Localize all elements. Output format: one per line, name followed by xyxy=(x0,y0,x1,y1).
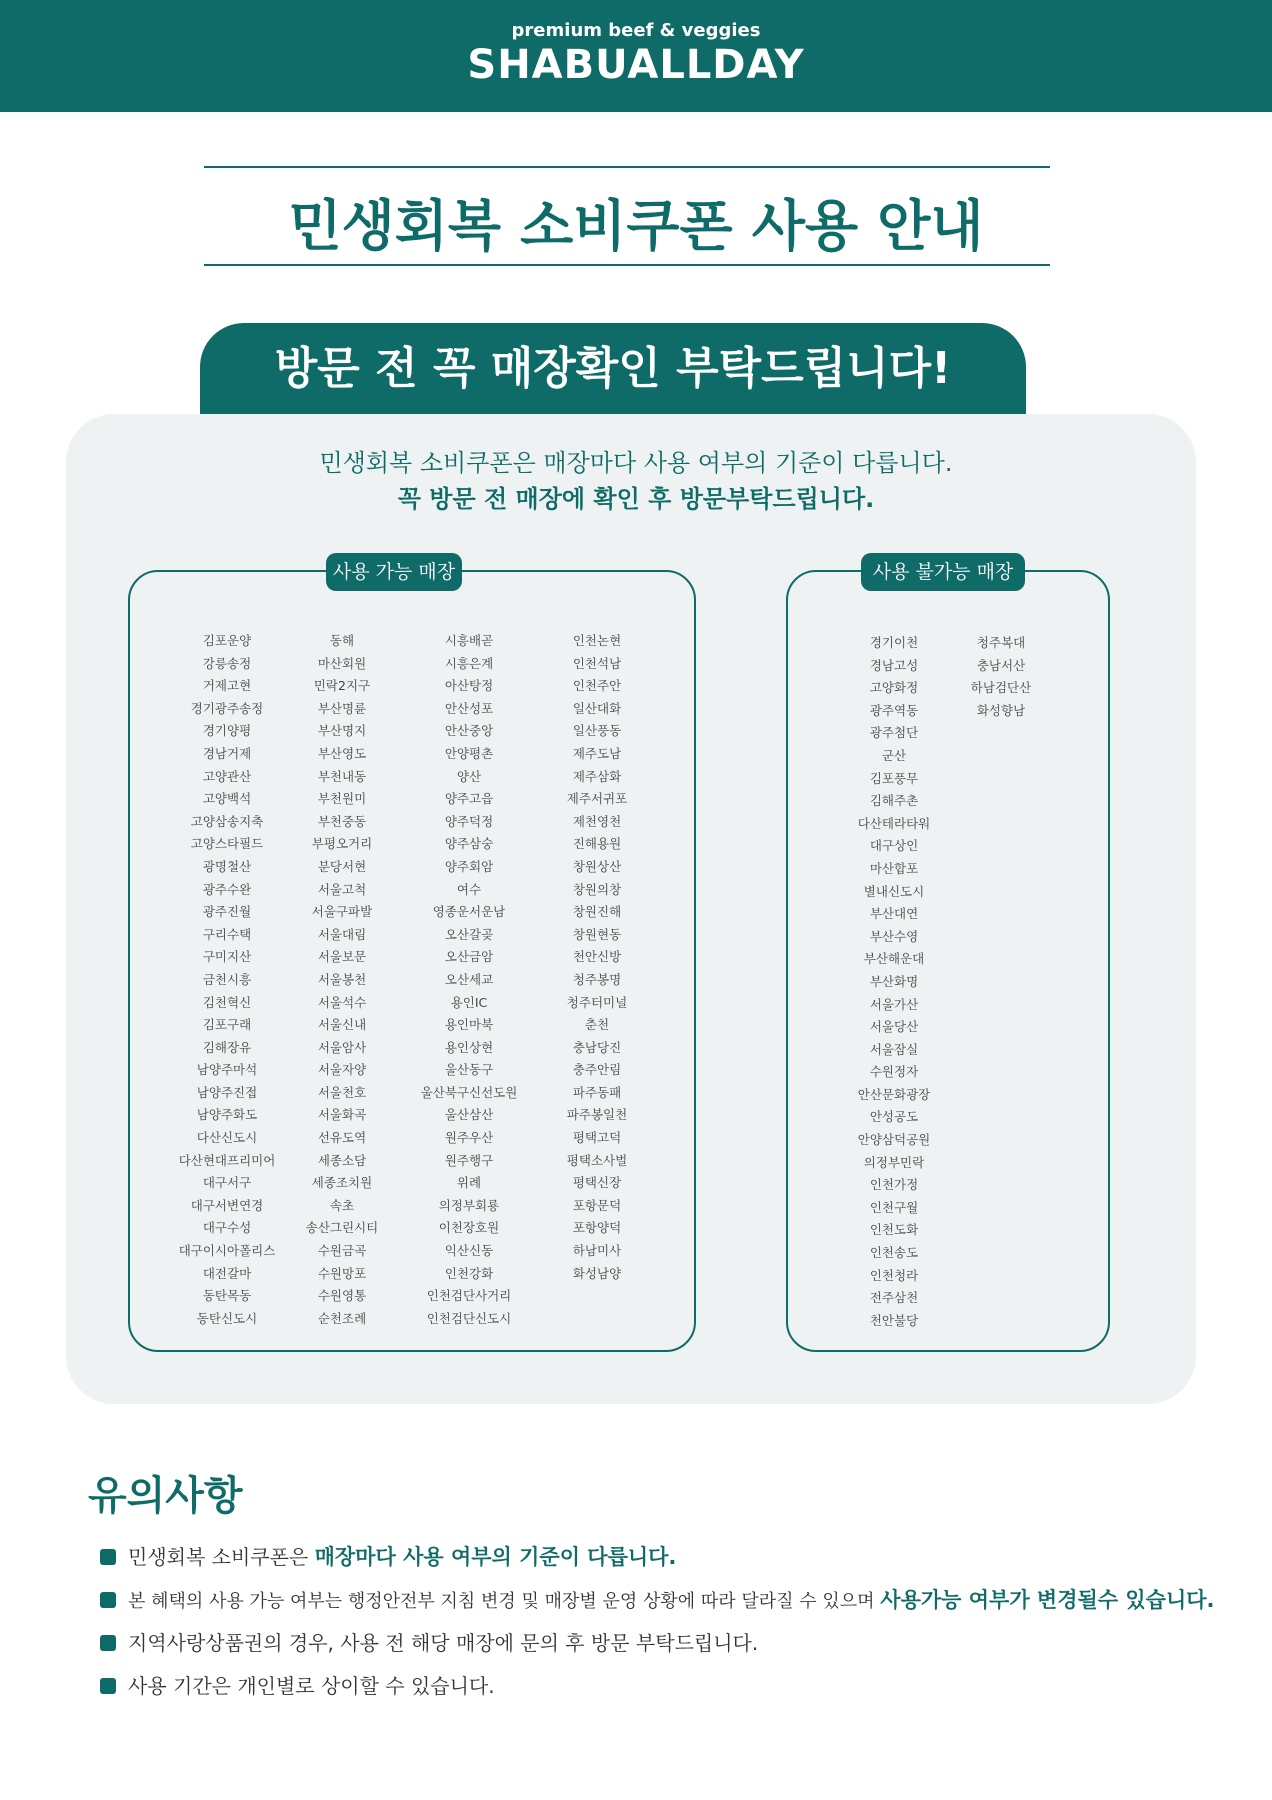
store-name: 다산테라타워 xyxy=(857,815,931,831)
notice-item-1 xyxy=(100,1541,676,1571)
store-name: 구미지산 xyxy=(202,949,252,965)
store-name: 의정부민락 xyxy=(863,1154,925,1170)
store-name: 남양주마석 xyxy=(196,1062,258,1078)
store-name: 순천조례 xyxy=(317,1310,367,1326)
store-name: 군산 xyxy=(881,747,907,763)
store-name: 이천장호원 xyxy=(438,1220,500,1236)
store-name: 송산그린시티 xyxy=(305,1220,379,1236)
title-top-rule xyxy=(204,166,1050,168)
notice-item-2-text: 본 혜택의 사용 가능 여부는 행정안전부 지침 변경 및 매장별 운영 상황에 따라 달라질 수 있으며 xyxy=(128,1591,881,1612)
notice-item-4 xyxy=(100,1670,495,1699)
store-name: 부산명지 xyxy=(317,723,367,739)
store-name: 창원진해 xyxy=(572,904,622,920)
available-stores-column-3 xyxy=(404,630,534,1330)
store-name: 파주동패 xyxy=(572,1084,622,1100)
store-name: 구리수택 xyxy=(202,926,252,942)
store-name: 김포풍무 xyxy=(869,770,919,786)
store-name: 부천원미 xyxy=(317,791,367,807)
store-name: 부산해운대 xyxy=(863,951,925,967)
store-name: 동탄신도시 xyxy=(196,1310,258,1326)
brand-header xyxy=(0,0,1272,112)
store-name: 민락2지구 xyxy=(313,678,371,694)
bullet-square-icon xyxy=(100,1592,116,1608)
store-name: 의정부회룡 xyxy=(438,1197,500,1213)
intro-line-2: 꼭 방문 전 매장에 확인 후 방문부탁드립니다. xyxy=(397,485,875,513)
store-name: 고양관산 xyxy=(202,768,252,784)
unavailable-stores-column-2 xyxy=(936,632,1066,722)
store-name: 서울잠실 xyxy=(869,1041,919,1057)
notice-item-1-text: 민생회복 소비쿠폰은 xyxy=(128,1545,315,1569)
store-name: 안산중앙 xyxy=(444,723,494,739)
store-name: 광주진월 xyxy=(202,904,252,920)
store-name: 경기광주송정 xyxy=(190,700,264,716)
brand-tagline: premium beef & veggies xyxy=(511,20,761,41)
store-name: 수원정자 xyxy=(869,1064,919,1080)
store-name: 인천송도 xyxy=(869,1245,919,1261)
store-name: 서울봉천 xyxy=(317,971,367,987)
store-name: 안산성포 xyxy=(444,700,494,716)
store-name: 울산북구신선도원 xyxy=(420,1084,518,1100)
store-name: 속초 xyxy=(329,1197,355,1213)
store-name: 경기양평 xyxy=(202,723,252,739)
store-name: 평택고덕 xyxy=(572,1130,622,1146)
store-name: 고양삼송지축 xyxy=(190,813,264,829)
store-name: 인천강화 xyxy=(444,1265,494,1281)
store-name: 인천구월 xyxy=(869,1199,919,1215)
store-name: 인천주안 xyxy=(572,678,622,694)
store-name: 양주덕정 xyxy=(444,813,494,829)
store-name: 평택소사벌 xyxy=(566,1152,628,1168)
store-name: 경기이천 xyxy=(869,635,919,650)
store-name: 화성향남 xyxy=(976,702,1026,718)
store-name: 별내신도시 xyxy=(863,883,925,899)
store-name: 서울구파발 xyxy=(311,904,373,920)
store-name: 전주삼천 xyxy=(869,1290,919,1306)
unavailable-stores-label: 사용 불가능 매장 xyxy=(861,553,1025,591)
available-stores-column-4 xyxy=(532,630,662,1285)
store-name: 충남서산 xyxy=(976,657,1026,673)
store-name: 파주봉일천 xyxy=(566,1107,628,1123)
visit-notice-banner: 방문 전 꼭 매장확인 부탁드립니다! xyxy=(200,323,1026,414)
store-name: 서울가산 xyxy=(869,996,919,1012)
store-name: 청주복대 xyxy=(976,635,1026,650)
store-name: 서울신내 xyxy=(317,1017,367,1033)
store-name: 세종조치원 xyxy=(311,1175,373,1191)
store-name: 서울화곡 xyxy=(317,1107,367,1123)
store-name: 대구수성 xyxy=(202,1220,252,1236)
bullet-square-icon xyxy=(100,1635,116,1651)
store-name: 충주안림 xyxy=(572,1062,622,1078)
store-name: 대전갈마 xyxy=(202,1265,252,1281)
store-name: 인천검단신도시 xyxy=(426,1310,512,1326)
store-name: 김해장유 xyxy=(202,1039,252,1055)
store-name: 동탄목동 xyxy=(202,1288,252,1304)
store-name: 서울대림 xyxy=(317,926,367,942)
store-name: 서울자양 xyxy=(317,1062,367,1078)
store-name: 시흥은계 xyxy=(444,655,494,671)
available-stores-label: 사용 가능 매장 xyxy=(326,553,462,591)
store-name: 제천영천 xyxy=(572,813,622,829)
store-name: 고양화정 xyxy=(869,680,919,696)
store-name: 일산풍동 xyxy=(572,723,622,739)
store-name: 부산명륜 xyxy=(317,700,367,716)
store-name: 안산문화광장 xyxy=(857,1086,931,1102)
store-name: 대구서변연경 xyxy=(190,1197,264,1213)
store-name: 인천도화 xyxy=(869,1222,919,1238)
store-name: 안성공도 xyxy=(869,1109,919,1125)
store-name: 익산신동 xyxy=(444,1243,494,1259)
bullet-square-icon xyxy=(100,1678,116,1694)
store-name: 아산탕정 xyxy=(444,678,494,694)
store-name: 용인상현 xyxy=(444,1039,494,1055)
store-name: 부산화명 xyxy=(869,973,919,989)
store-name: 부산대연 xyxy=(869,906,919,922)
store-name: 서울당산 xyxy=(869,1019,919,1035)
store-name: 평택신장 xyxy=(572,1175,622,1191)
store-name: 화성남양 xyxy=(572,1265,622,1281)
store-name: 부산영도 xyxy=(317,745,367,761)
store-name: 천안불당 xyxy=(869,1312,919,1328)
store-name: 울산삼산 xyxy=(444,1107,494,1123)
available-stores-column-1 xyxy=(162,630,292,1330)
store-name: 오산세교 xyxy=(444,971,494,987)
store-name: 여수 xyxy=(456,881,482,897)
store-name: 부천내동 xyxy=(317,768,367,784)
store-name: 제주서귀포 xyxy=(566,791,628,807)
store-name: 광주수완 xyxy=(202,881,252,897)
store-name: 춘천 xyxy=(584,1017,610,1033)
store-name: 양산 xyxy=(456,768,482,784)
page-title: 민생회복 소비쿠폰 사용 안내 xyxy=(288,194,984,258)
store-name: 부평오거리 xyxy=(311,836,373,852)
store-name: 마산합포 xyxy=(869,860,919,876)
store-name: 서울보문 xyxy=(317,949,367,965)
store-name: 안양삼덕공원 xyxy=(857,1132,931,1148)
store-name: 청주터미널 xyxy=(566,994,628,1010)
store-name: 남양주진접 xyxy=(196,1084,258,1100)
store-name: 남양주화도 xyxy=(196,1107,258,1123)
store-name: 창원현동 xyxy=(572,926,622,942)
store-name: 대구서구 xyxy=(202,1175,252,1191)
store-name: 경남거제 xyxy=(202,745,252,761)
intro-line-1: 민생회복 소비쿠폰은 매장마다 사용 여부의 기준이 다릅니다. xyxy=(319,449,953,477)
store-name: 금천시흥 xyxy=(202,971,252,987)
store-name: 영종운서운남 xyxy=(432,904,506,920)
store-name: 포항문덕 xyxy=(572,1197,622,1213)
store-name: 인천검단사거리 xyxy=(426,1288,512,1304)
store-name: 김포운양 xyxy=(202,633,252,648)
store-name: 경남고성 xyxy=(869,657,919,673)
store-name: 천안신방 xyxy=(572,949,622,965)
store-name: 마산회원 xyxy=(317,655,367,671)
store-name: 인천청라 xyxy=(869,1267,919,1283)
notice-item-2 xyxy=(100,1584,1215,1614)
notice-item-3 xyxy=(100,1627,758,1656)
store-name: 인천가정 xyxy=(869,1177,919,1193)
store-name: 용인마북 xyxy=(444,1017,494,1033)
store-name: 선유도역 xyxy=(317,1130,367,1146)
store-name: 다산현대프리미어 xyxy=(178,1152,276,1168)
store-name: 인천논현 xyxy=(572,633,622,648)
store-name: 강릉송정 xyxy=(202,655,252,671)
store-name: 포항양덕 xyxy=(572,1220,622,1236)
store-name: 서울석수 xyxy=(317,994,367,1010)
store-name: 원주행구 xyxy=(444,1152,494,1168)
store-name: 서울암사 xyxy=(317,1039,367,1055)
notice-item-3-text: 지역사랑상품권의 경우, 사용 전 해당 매장에 문의 후 방문 부탁드립니다. xyxy=(128,1631,759,1655)
store-name: 하남미사 xyxy=(572,1243,622,1259)
store-name: 김해주촌 xyxy=(869,793,919,809)
store-name: 광주역동 xyxy=(869,702,919,718)
store-name: 안양평촌 xyxy=(444,745,494,761)
store-name: 시흥배곧 xyxy=(444,633,494,648)
store-name: 울산동구 xyxy=(444,1062,494,1078)
store-name: 부산수영 xyxy=(869,928,919,944)
notice-title: 유의사항 xyxy=(88,1473,243,1519)
store-name: 김포구래 xyxy=(202,1017,252,1033)
store-name: 광주첨단 xyxy=(869,725,919,741)
bullet-square-icon xyxy=(100,1549,116,1565)
store-name: 세종소담 xyxy=(317,1152,367,1168)
store-name: 동해 xyxy=(329,633,355,648)
store-name: 오산갈곶 xyxy=(444,926,494,942)
store-name: 하남검단산 xyxy=(970,680,1032,696)
store-name: 서울고척 xyxy=(317,881,367,897)
store-name: 오산금암 xyxy=(444,949,494,965)
store-name: 광명철산 xyxy=(202,858,252,874)
store-name: 청주봉명 xyxy=(572,971,622,987)
store-name: 양주회암 xyxy=(444,858,494,874)
title-bottom-rule xyxy=(204,264,1050,266)
store-name: 거제고현 xyxy=(202,678,252,694)
store-name: 제주삼화 xyxy=(572,768,622,784)
notice-item-4-text: 사용 기간은 개인별로 상이할 수 있습니다. xyxy=(128,1674,495,1698)
unavailable-stores-column-1 xyxy=(829,632,959,1332)
store-name: 서울천호 xyxy=(317,1084,367,1100)
store-name: 양주고읍 xyxy=(444,791,494,807)
store-name: 대구상인 xyxy=(869,838,919,854)
notice-item-1-highlight: 매장마다 사용 여부의 기준이 다릅니다. xyxy=(314,1545,677,1569)
store-name: 대구이시아폴리스 xyxy=(178,1243,276,1259)
store-name: 충남당진 xyxy=(572,1039,622,1055)
notice-item-2-highlight: 사용가능 여부가 변경될수 있습니다. xyxy=(880,1588,1215,1612)
store-name: 부천중동 xyxy=(317,813,367,829)
store-name: 분당서현 xyxy=(317,858,367,874)
store-name: 고양백석 xyxy=(202,791,252,807)
store-name: 김천혁신 xyxy=(202,994,252,1010)
store-name: 인천석남 xyxy=(572,655,622,671)
store-name: 다산신도시 xyxy=(196,1130,258,1146)
store-name: 수원금곡 xyxy=(317,1243,367,1259)
brand-logo: SHABUALLDAY xyxy=(467,42,805,88)
available-stores-column-2 xyxy=(277,630,407,1330)
store-name: 진해용원 xyxy=(572,836,622,852)
store-name: 원주우산 xyxy=(444,1130,494,1146)
store-name: 일산대화 xyxy=(572,700,622,716)
store-name: 위례 xyxy=(456,1175,482,1191)
store-name: 수원영통 xyxy=(317,1288,367,1304)
store-name: 창원의창 xyxy=(572,881,622,897)
store-name: 용인IC xyxy=(450,994,488,1010)
store-name: 양주삼숭 xyxy=(444,836,494,852)
store-name: 제주도남 xyxy=(572,745,622,761)
store-name: 고양스타필드 xyxy=(190,836,264,852)
store-name: 수원망포 xyxy=(317,1265,367,1281)
store-name: 창원상산 xyxy=(572,858,622,874)
